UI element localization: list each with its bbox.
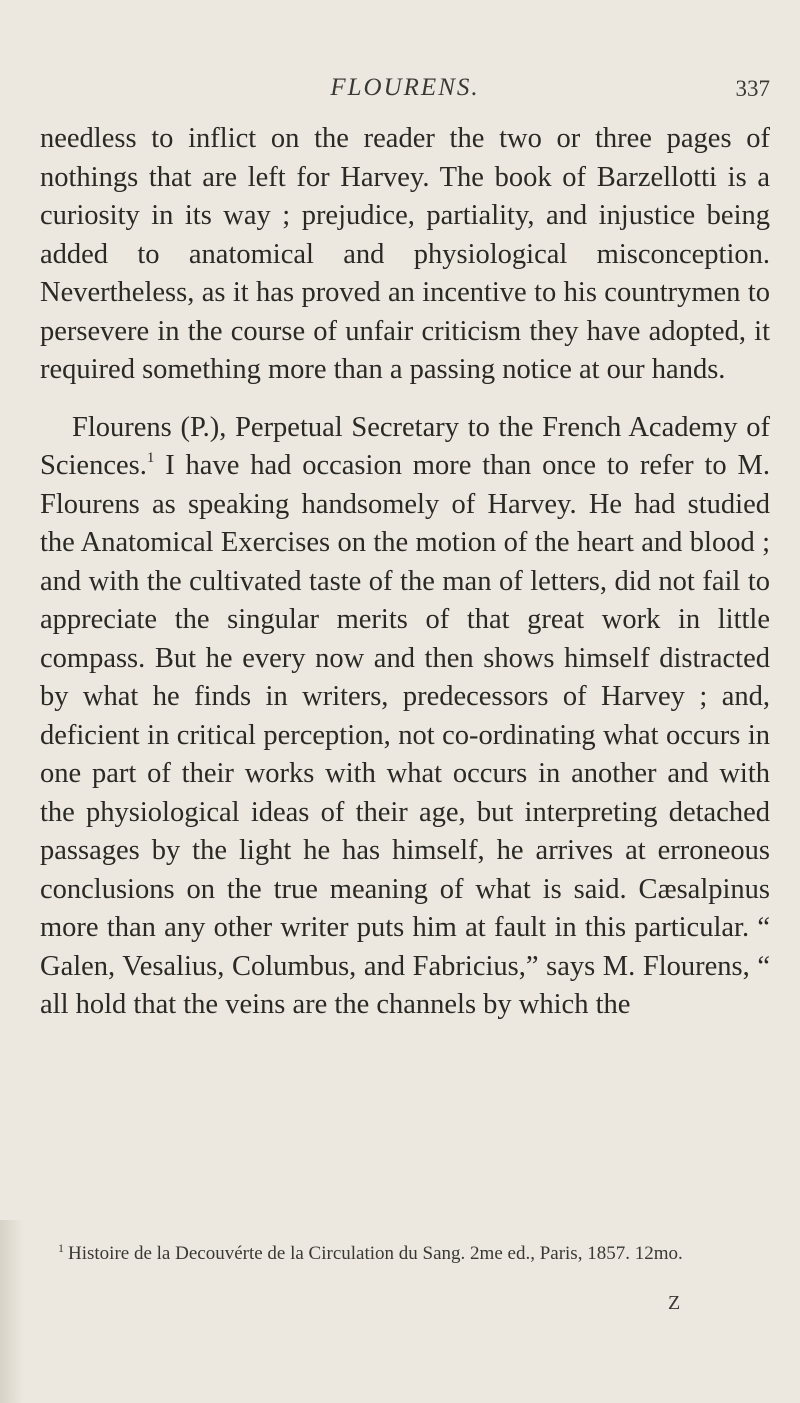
- paragraph-2: [40, 409, 770, 1025]
- running-head: [40, 74, 770, 108]
- footnote-mark: 1: [58, 1241, 64, 1255]
- page-number: 337: [735, 76, 770, 101]
- footnote: [58, 1235, 758, 1267]
- footnote-reference[interactable]: 1: [146, 450, 155, 466]
- footnote-text: Histoire de la Decouvérte de la Circulation du Sang. 2me ed., Paris, 1857. 12mo.: [68, 1243, 683, 1264]
- paragraph-2-start: Flourens (P.), Perpetual Secretary to the French Academy of Sciences.: [40, 411, 770, 481]
- paragraph-2-rest: I have had occasion more than once to refer to M. Flourens as speaking handsomely of Harvey. He had studied the Anatomical Exercises on the motion of the heart and blood ; and with the cultivated taste of the man of letters, did not fail to appreciate the singular merits of that great work in little compass. But he every now and then shows himself distracted by what he finds in writers, predecessors of Harvey ; and, deficient in critical perception, not co-ordinating what occurs in one part of their works with what occurs in another and with the physiological ideas of their age, but interpreting detached passages by the light he has himself, he arrives at erroneous conclusions on the true meaning of what is said. Cæsalpinus more than any other writer puts him at fault in this particular. “ Galen, Vesalius, Columbus, and Fabricius,” says M. Flourens, “ all hold that the veins are the channels by which the: [40, 450, 770, 1020]
- running-title: FLOURENS.: [330, 74, 480, 101]
- body-text: [40, 120, 770, 1025]
- signature-mark: Z: [668, 1292, 681, 1314]
- paragraph-1: needless to inflict on the reader the two or three pages of nothings that are left for Harvey. The book of Barzellotti is a curiosity in its way ; prejudice, partiality, and injustice being added to anatomical and physiological misconception. Nevertheless, as it has proved an incentive to his countrymen to persevere in the course of unfair criticism they have adopted, it required something more than a passing notice at our hands.: [40, 123, 770, 385]
- page-edge-shadow: [0, 1220, 24, 1403]
